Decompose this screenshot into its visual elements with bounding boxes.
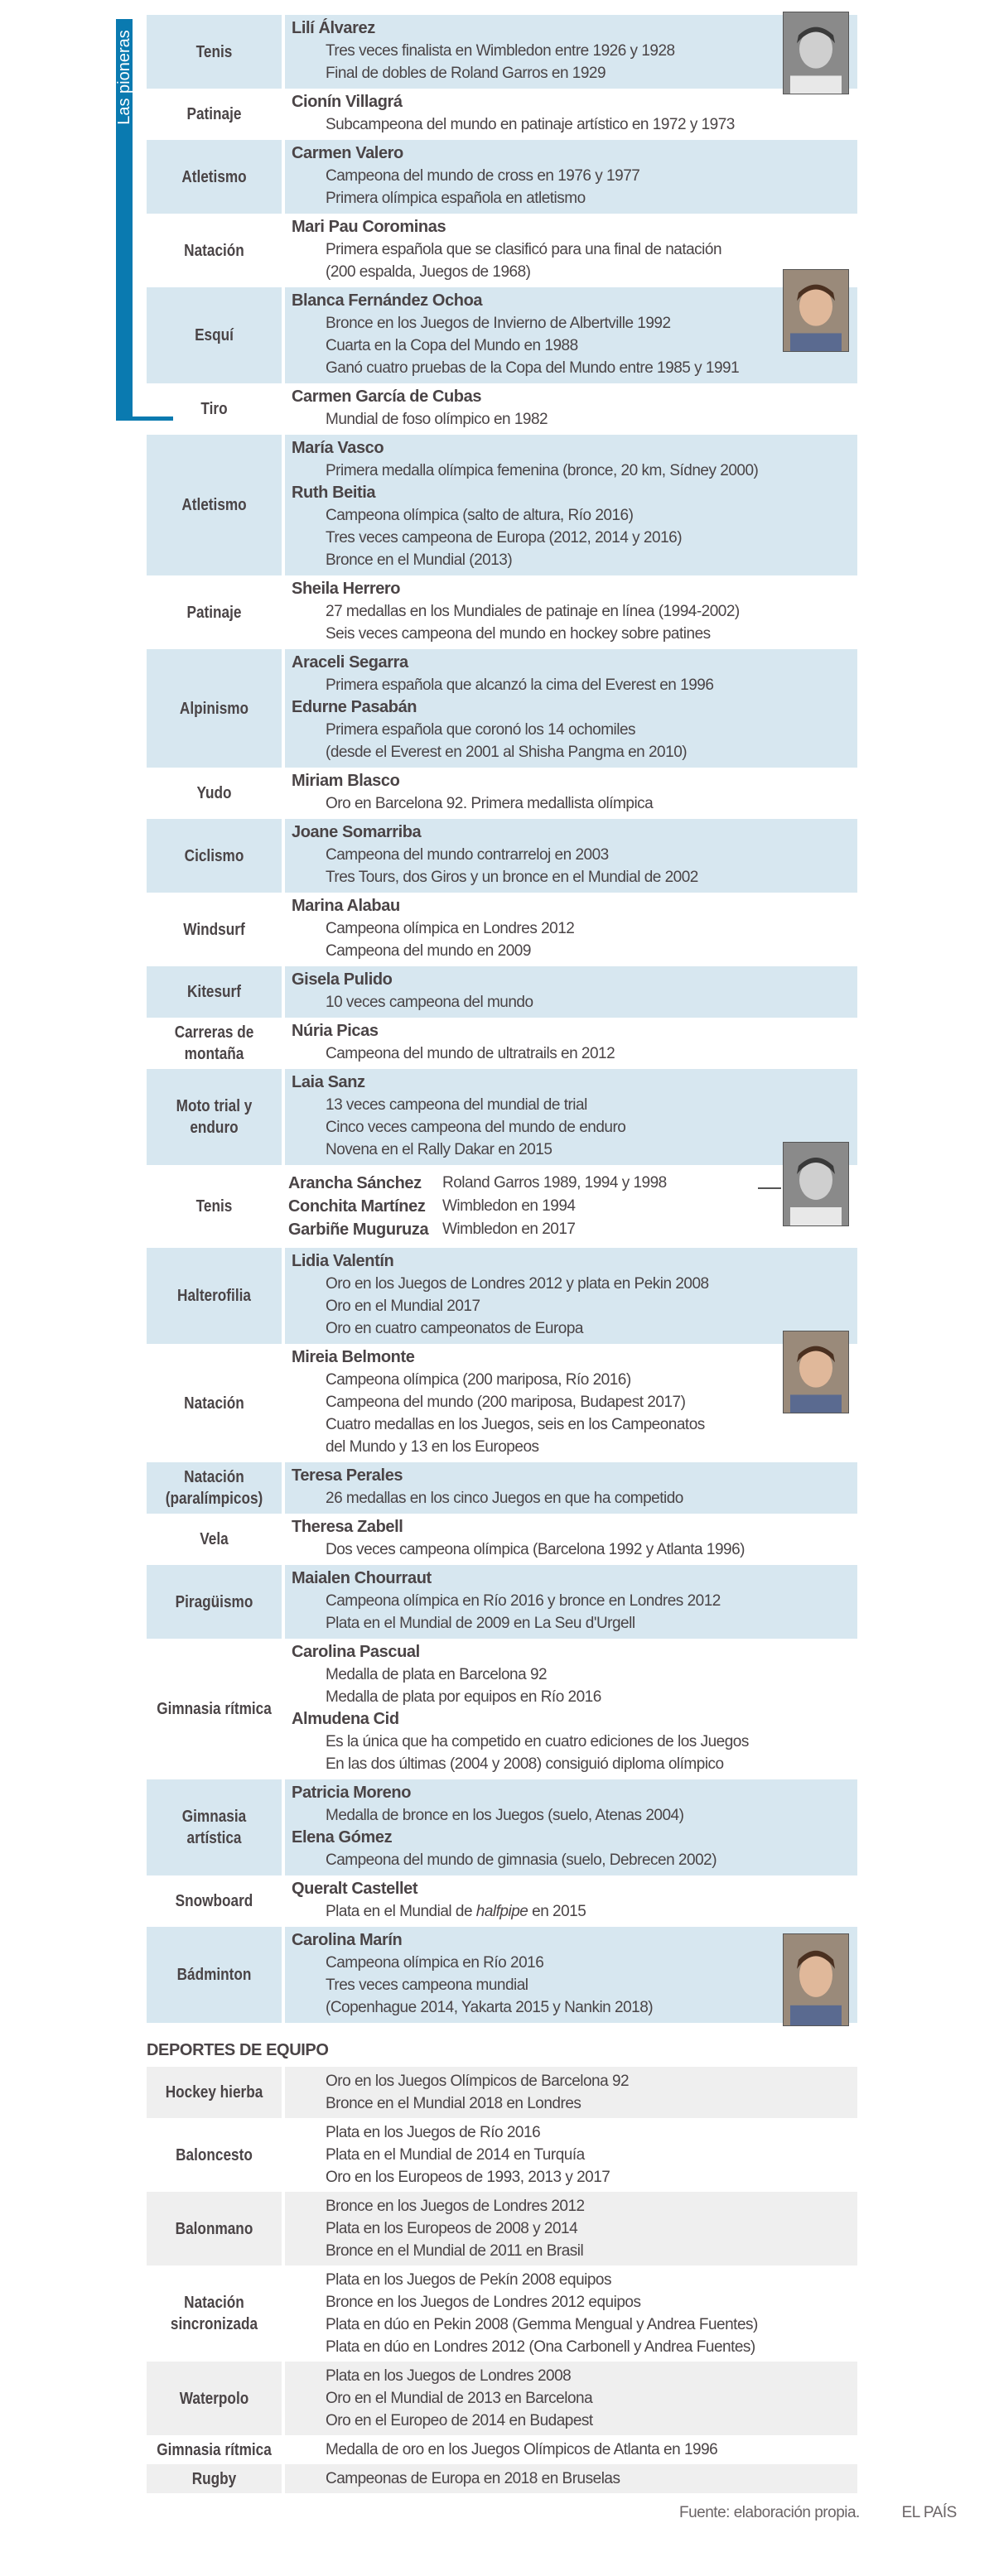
achievement-line: 26 medallas en los cinco Juegos en que ha competido bbox=[326, 1490, 683, 1507]
athlete-name: María Vasco bbox=[292, 439, 384, 457]
sport-label: Natación sincronizada bbox=[170, 2294, 258, 2333]
sport-label: Tenis bbox=[195, 1197, 233, 1216]
achievement-line: Plata en el Mundial de 2009 en La Seu d'Urgell bbox=[326, 1615, 635, 1632]
sport-row bbox=[147, 383, 857, 435]
achievement-line: Tres veces campeona de Europa (2012, 2014 y 2016) bbox=[326, 529, 683, 546]
sport-label: Gimnasia rítmica bbox=[157, 1700, 272, 1718]
sport-label: Tiro bbox=[200, 400, 228, 418]
sport-row bbox=[147, 214, 857, 287]
achievement-line: Medalla de bronce en los Juegos (suelo, Atenas 2004) bbox=[326, 1807, 684, 1824]
athlete-name: Garbiñe Muguruza bbox=[288, 1221, 429, 1239]
team-row bbox=[147, 2362, 857, 2435]
athlete-name: Arancha Sánchez bbox=[288, 1174, 422, 1192]
sport-label: Natación bbox=[184, 241, 244, 260]
athletes-cell bbox=[285, 1639, 857, 1779]
tenis-athlete bbox=[288, 1218, 857, 1241]
sport-label: Balonmano bbox=[175, 2219, 253, 2238]
athlete-name: Theresa Zabell bbox=[292, 1518, 403, 1536]
sport-label: Gimnasia rítmica bbox=[157, 2440, 272, 2459]
pioneers-label-box bbox=[116, 19, 133, 135]
achievements-cell bbox=[285, 2464, 857, 2493]
sport-row bbox=[147, 1779, 857, 1875]
achievement-line: Plata en los Juegos de Río 2016 bbox=[326, 2124, 541, 2141]
athletes-cell bbox=[285, 1069, 857, 1165]
achievement-line: Seis veces campeona del mundo en hockey sobre patines bbox=[326, 625, 711, 643]
athletes-table bbox=[147, 15, 857, 2493]
portrait-icon bbox=[784, 270, 848, 351]
achievement-line: Campeona del mundo de gimnasia (suelo, Debrecen 2002) bbox=[326, 1851, 717, 1869]
achievement-line: Primera española que se clasificó para una final de natación bbox=[326, 241, 722, 258]
achievement-line: Campeona olímpica (200 mariposa, Río 2016) bbox=[326, 1371, 631, 1389]
athlete-name: Elena Gómez bbox=[292, 1828, 393, 1847]
achievement-line: Campeona del mundo de ultratrails en 2012 bbox=[326, 1045, 615, 1062]
achievement-line: Bronce en el Mundial (2013) bbox=[326, 551, 513, 569]
achievement-line: Wimbledon en 2017 bbox=[442, 1221, 576, 1238]
portrait-icon bbox=[784, 12, 848, 94]
sport-label: Atletismo bbox=[181, 496, 247, 514]
athletes-cell bbox=[285, 1344, 857, 1462]
achievement-line: Novena en el Rally Dakar en 2015 bbox=[326, 1141, 552, 1158]
achievement-line: Medalla de plata por equipos en Río 2016 bbox=[326, 1688, 601, 1706]
athlete-name: Conchita Martínez bbox=[288, 1197, 426, 1216]
achievement-line: 10 veces campeona del mundo bbox=[326, 994, 533, 1011]
athlete-name: Araceli Segarra bbox=[292, 653, 408, 672]
sport-label: Piragüismo bbox=[175, 1592, 253, 1611]
athletes-cell bbox=[285, 287, 857, 383]
achievement-line: Bronce en los Juegos de Londres 2012 bbox=[326, 2198, 585, 2215]
athlete-name: Carmen García de Cubas bbox=[292, 388, 482, 406]
team-row bbox=[147, 2067, 857, 2118]
achievement-line: Primera olímpica española en atletismo bbox=[326, 190, 586, 207]
achievement-line: Plata en los Europeos de 2008 y 2014 bbox=[326, 2220, 578, 2237]
achievement-line: Subcampeona del mundo en patinaje artístico en 1972 y 1973 bbox=[326, 116, 735, 133]
sport-label: Natación bbox=[184, 1394, 244, 1413]
sport-row bbox=[147, 1875, 857, 1927]
achievement-line: Plata en dúo en Pekin 2008 (Gemma Mengual y Andrea Fuentes) bbox=[326, 2316, 758, 2333]
achievement-line: Tres veces finalista en Wimbledon entre 1926 y 1928 bbox=[326, 42, 675, 60]
achievement-line: Campeona olímpica en Londres 2012 bbox=[326, 920, 575, 937]
athlete-name: Miriam Blasco bbox=[292, 772, 400, 790]
achievement-line: Tres Tours, dos Giros y un bronce en el Mundial de 2002 bbox=[326, 869, 698, 886]
athlete-name: Núria Picas bbox=[292, 1022, 379, 1040]
achievements-cell bbox=[285, 2067, 857, 2118]
athlete-name: Lidia Valentín bbox=[292, 1252, 394, 1270]
brand-label: EL PAÍS bbox=[901, 2504, 957, 2521]
athlete-photo bbox=[783, 1142, 849, 1226]
sport-label: Bádminton bbox=[176, 1966, 252, 1984]
sport-row bbox=[147, 89, 857, 140]
achievement-line: Oro en el Mundial de 2013 en Barcelona bbox=[326, 2390, 593, 2407]
sport-row bbox=[147, 966, 857, 1018]
athlete-name: Joane Somarriba bbox=[292, 823, 422, 841]
sport-label: Patinaje bbox=[186, 603, 242, 622]
athlete-photo bbox=[783, 1933, 849, 2026]
achievement-line: Oro en los Juegos de Londres 2012 y plata en Pekin 2008 bbox=[326, 1275, 709, 1293]
achievement-line: Mundial de foso olímpico en 1982 bbox=[326, 411, 548, 428]
achievement-line: Tres veces campeona mundial bbox=[326, 1977, 528, 1994]
achievement-line: Plata en dúo en Londres 2012 (Ona Carbonell y Andrea Fuentes) bbox=[326, 2338, 755, 2356]
sport-row bbox=[147, 1248, 857, 1344]
sport-label: Yudo bbox=[196, 784, 232, 802]
athlete-name: Ruth Beitia bbox=[292, 484, 376, 502]
athlete-name: Lilí Álvarez bbox=[292, 19, 375, 37]
achievement-line: Bronce en los Juegos de Londres 2012 equipos bbox=[326, 2294, 641, 2311]
achievement-line: Wimbledon en 1994 bbox=[442, 1197, 576, 1215]
athlete-photo bbox=[783, 1331, 849, 1413]
athletes-cell bbox=[285, 819, 857, 893]
athletes-cell bbox=[285, 1248, 857, 1344]
sport-row bbox=[147, 575, 857, 649]
sport-row-tenis bbox=[147, 1165, 857, 1248]
athlete-name: Mari Pau Corominas bbox=[292, 218, 446, 236]
athletes-cell bbox=[285, 893, 857, 966]
achievements-cell bbox=[285, 2192, 857, 2265]
sport-row bbox=[147, 819, 857, 893]
athlete-name: Carmen Valero bbox=[292, 144, 403, 162]
athletes-cell bbox=[285, 649, 857, 768]
sport-row bbox=[147, 1639, 857, 1779]
sport-label: Windsurf bbox=[183, 920, 245, 939]
athletes-cell bbox=[285, 1165, 857, 1248]
sport-label: Ciclismo bbox=[184, 846, 244, 865]
sport-label: Gimnasia artística bbox=[181, 1808, 247, 1847]
sport-label: Patinaje bbox=[186, 105, 242, 123]
sport-row bbox=[147, 1565, 857, 1639]
achievement-line: 27 medallas en los Mundiales de patinaje en línea (1994-2002) bbox=[326, 603, 740, 620]
achievements-cell bbox=[285, 2435, 857, 2464]
achievement-line: Plata en el Mundial de 2014 en Turquía bbox=[326, 2146, 585, 2164]
athletes-cell bbox=[285, 575, 857, 649]
athlete-name: Sheila Herrero bbox=[292, 580, 401, 598]
athlete-name: Teresa Perales bbox=[292, 1466, 403, 1485]
achievement-line: Campeona del mundo (200 mariposa, Budapest 2017) bbox=[326, 1394, 686, 1411]
athletes-cell bbox=[285, 435, 857, 575]
achievement-line: Campeona del mundo contrarreloj en 2003 bbox=[326, 846, 609, 864]
team-row bbox=[147, 2118, 857, 2192]
sport-label: Halterofilia bbox=[177, 1287, 251, 1305]
sport-label: Esquí bbox=[195, 326, 234, 344]
athletes-cell bbox=[285, 768, 857, 819]
portrait-icon bbox=[784, 1143, 848, 1225]
sport-label: Natación (paralímpicos) bbox=[165, 1468, 263, 1508]
sport-row bbox=[147, 768, 857, 819]
team-row bbox=[147, 2464, 857, 2493]
athlete-name: Mireia Belmonte bbox=[292, 1348, 415, 1366]
sport-row bbox=[147, 140, 857, 214]
sport-row bbox=[147, 1018, 857, 1069]
achievement-line: Roland Garros 1989, 1994 y 1998 bbox=[442, 1174, 667, 1192]
athlete-name: Gisela Pulido bbox=[292, 970, 393, 989]
athlete-name: Edurne Pasabán bbox=[292, 698, 417, 716]
achievement-line: (desde el Everest en 2001 al Shisha Pangma en 2010) bbox=[326, 744, 688, 761]
achievement-line: Cinco veces campeona del mundo de enduro bbox=[326, 1119, 626, 1136]
athletes-cell bbox=[285, 1018, 857, 1069]
sport-row bbox=[147, 1514, 857, 1565]
team-section-title: DEPORTES DE EQUIPO bbox=[147, 2041, 329, 2059]
achievement-line: Plata en el Mundial de halfpipe en 2015 bbox=[326, 1903, 586, 1920]
footer bbox=[679, 2504, 957, 2522]
achievement-line: En las dos últimas (2004 y 2008) consiguió diploma olímpico bbox=[326, 1755, 724, 1773]
athletes-cell bbox=[285, 383, 857, 435]
achievement-line: Es la única que ha competido en cuatro ediciones de los Juegos bbox=[326, 1733, 749, 1750]
achievement-line: Oro en Barcelona 92. Primera medallista olímpica bbox=[326, 795, 654, 812]
athletes-cell bbox=[285, 1779, 857, 1875]
achievements-cell bbox=[285, 2362, 857, 2435]
team-row bbox=[147, 2192, 857, 2265]
achievement-line: Campeona olímpica (salto de altura, Río 2016) bbox=[326, 507, 634, 524]
sport-label: Kitesurf bbox=[186, 983, 241, 1001]
achievements-cell bbox=[285, 2265, 857, 2362]
athletes-cell bbox=[285, 214, 857, 287]
achievement-line: Campeona del mundo de cross en 1976 y 1977 bbox=[326, 167, 640, 185]
tenis-athlete bbox=[288, 1195, 857, 1218]
achievement-line: Final de dobles de Roland Garros en 1929 bbox=[326, 65, 606, 82]
sport-label: Rugby bbox=[191, 2469, 237, 2488]
athlete-name: Maialen Chourraut bbox=[292, 1569, 432, 1587]
achievement-line: Primera española que coronó los 14 ochomiles bbox=[326, 721, 636, 739]
source-note: Fuente: elaboración propia. bbox=[679, 2504, 860, 2521]
achievement-line: del Mundo y 13 en los Europeos bbox=[326, 1438, 539, 1456]
sport-label: Baloncesto bbox=[176, 2145, 253, 2164]
achievement-line: Ganó cuatro pruebas de la Copa del Mundo entre 1985 y 1991 bbox=[326, 359, 740, 377]
achievement-line: Oro en los Europeos de 1993, 2013 y 2017 bbox=[326, 2169, 610, 2186]
team-row bbox=[147, 2265, 857, 2362]
achievement-line: Campeona olímpica en Río 2016 y bronce en Londres 2012 bbox=[326, 1592, 721, 1610]
achievement-line: Bronce en el Mundial de 2011 en Brasil bbox=[326, 2242, 584, 2260]
athlete-photo bbox=[783, 12, 849, 94]
achievement-line: Oro en cuatro campeonatos de Europa bbox=[326, 1320, 583, 1337]
achievement-line: Primera medalla olímpica femenina (bronce, 20 km, Sídney 2000) bbox=[326, 462, 759, 479]
athlete-name: Blanca Fernández Ochoa bbox=[292, 291, 483, 310]
sport-row bbox=[147, 1927, 857, 2023]
athlete-name: Carolina Pascual bbox=[292, 1643, 420, 1661]
achievement-line: Oro en los Juegos Olímpicos de Barcelona 92 bbox=[326, 2073, 630, 2090]
achievement-line: 13 veces campeona del mundial de trial bbox=[326, 1096, 587, 1114]
achievement-line: Cuatro medallas en los Juegos, seis en los Campeonatos bbox=[326, 1416, 705, 1433]
sport-label: Waterpolo bbox=[179, 2389, 249, 2408]
sport-row bbox=[147, 1069, 857, 1165]
portrait-icon bbox=[784, 1331, 848, 1413]
achievement-line: Primera española que alcanzó la cima del Everest en 1996 bbox=[326, 677, 714, 694]
tenis-athlete bbox=[288, 1172, 857, 1195]
athletes-cell bbox=[285, 140, 857, 214]
achievement-line: (200 espalda, Juegos de 1968) bbox=[326, 263, 531, 281]
achievements-cell bbox=[285, 2118, 857, 2192]
athlete-photo bbox=[783, 269, 849, 352]
athlete-name: Marina Alabau bbox=[292, 897, 400, 915]
sport-label: Snowboard bbox=[175, 1892, 253, 1910]
athlete-name: Laia Sanz bbox=[292, 1073, 365, 1091]
athlete-name: Patricia Moreno bbox=[292, 1784, 412, 1802]
team-row bbox=[147, 2435, 857, 2464]
achievement-line: Cuarta en la Copa del Mundo en 1988 bbox=[326, 337, 578, 354]
pioneers-label: Las pioneras bbox=[114, 29, 133, 125]
sport-row bbox=[147, 15, 857, 89]
athlete-name: Almudena Cid bbox=[292, 1710, 399, 1728]
sport-label: Atletismo bbox=[181, 167, 247, 186]
portrait-icon bbox=[784, 1934, 848, 2025]
sport-label: Tenis bbox=[195, 42, 233, 61]
achievement-line: Plata en los Juegos de Pekín 2008 equipos bbox=[326, 2271, 611, 2289]
athletes-cell bbox=[285, 1927, 857, 2023]
sport-label: Carreras de montaña bbox=[174, 1023, 254, 1063]
sport-row bbox=[147, 287, 857, 383]
achievement-line: Dos veces campeona olímpica (Barcelona 1992 y Atlanta 1996) bbox=[326, 1541, 745, 1558]
achievement-line: Medalla de oro en los Juegos Olímpicos de Atlanta en 1996 bbox=[326, 2441, 718, 2458]
athletes-cell bbox=[285, 1462, 857, 1514]
athletes-cell bbox=[285, 966, 857, 1018]
athletes-cell bbox=[285, 1514, 857, 1565]
athletes-cell bbox=[285, 15, 857, 89]
athletes-cell bbox=[285, 89, 857, 140]
achievement-line: Medalla de plata en Barcelona 92 bbox=[326, 1666, 548, 1683]
achievement-line: Oro en el Mundial 2017 bbox=[326, 1298, 480, 1315]
athletes-cell bbox=[285, 1875, 857, 1927]
achievement-line: Bronce en los Juegos de Invierno de Albertville 1992 bbox=[326, 315, 671, 332]
sport-label: Vela bbox=[200, 1530, 229, 1548]
sport-row bbox=[147, 1344, 857, 1462]
sport-row bbox=[147, 1462, 857, 1514]
sport-label: Alpinismo bbox=[179, 699, 249, 718]
sport-row bbox=[147, 435, 857, 575]
achievement-line: Campeona del mundo en 2009 bbox=[326, 942, 531, 960]
sport-label: Moto trial y enduro bbox=[176, 1097, 253, 1137]
athlete-name: Cionín Villagrá bbox=[292, 93, 403, 111]
athlete-name: Carolina Marín bbox=[292, 1931, 403, 1949]
achievement-line: Campeonas de Europa en 2018 en Bruselas bbox=[326, 2470, 620, 2487]
photo-leader-line bbox=[758, 1187, 781, 1189]
achievement-line: Campeona olímpica en Río 2016 bbox=[326, 1954, 544, 1972]
athlete-name: Queralt Castellet bbox=[292, 1880, 418, 1898]
achievement-line: Plata en los Juegos de Londres 2008 bbox=[326, 2367, 572, 2385]
athletes-cell bbox=[285, 1565, 857, 1639]
achievement-line: Oro en el Europeo de 2014 en Budapest bbox=[326, 2412, 593, 2429]
achievement-line: (Copenhague 2014, Yakarta 2015 y Nankin 2018) bbox=[326, 1999, 654, 2016]
achievement-line: Bronce en el Mundial 2018 en Londres bbox=[326, 2095, 581, 2112]
sport-row bbox=[147, 893, 857, 966]
sport-row bbox=[147, 649, 857, 768]
sport-label: Hockey hierba bbox=[165, 2083, 263, 2102]
